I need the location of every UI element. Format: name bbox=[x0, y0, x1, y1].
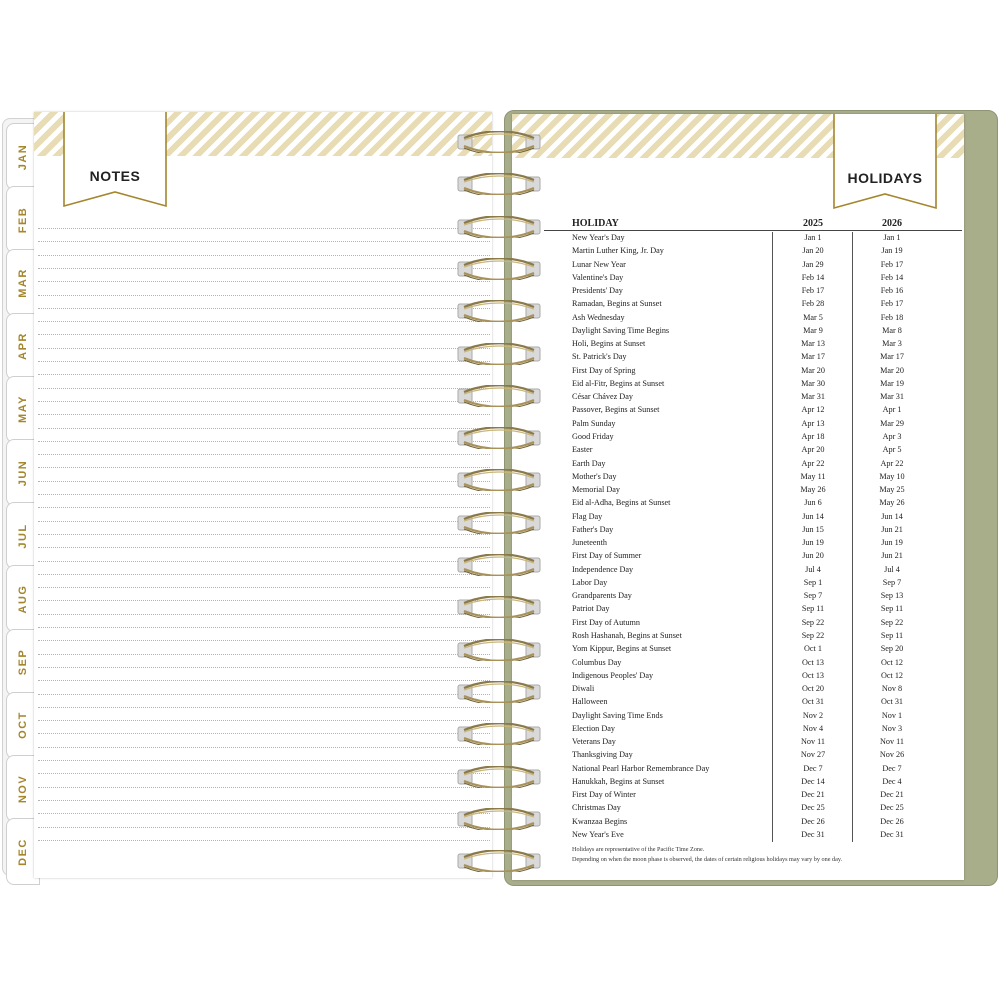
notes-line bbox=[38, 454, 490, 455]
holiday-date-2026: Jun 19 bbox=[881, 538, 903, 548]
holiday-row bbox=[512, 642, 964, 655]
holiday-date-2026: Dec 31 bbox=[880, 829, 904, 839]
spiral-ring bbox=[456, 512, 542, 534]
month-tab-label: JUN bbox=[17, 459, 29, 486]
holiday-name: Passover, Begins at Sunset bbox=[572, 405, 660, 415]
notes-line bbox=[38, 694, 490, 695]
notes-line bbox=[38, 521, 490, 522]
holiday-date-2026: Jun 21 bbox=[881, 551, 903, 561]
holiday-date-2026: Feb 18 bbox=[880, 312, 904, 322]
holiday-row bbox=[512, 443, 964, 456]
spiral-ring-icon bbox=[456, 300, 542, 322]
holiday-date-2026: Dec 7 bbox=[882, 763, 902, 773]
holiday-name: Valentine's Day bbox=[572, 272, 624, 282]
holiday-row bbox=[512, 801, 964, 814]
holiday-row bbox=[512, 563, 964, 576]
holiday-row bbox=[512, 709, 964, 722]
month-tab-label: SEP bbox=[17, 648, 29, 676]
notes-line bbox=[38, 241, 490, 242]
holiday-row bbox=[512, 324, 964, 337]
holiday-name: Ash Wednesday bbox=[572, 312, 625, 322]
holiday-name: Presidents' Day bbox=[572, 286, 623, 296]
spiral-ring bbox=[456, 639, 542, 661]
ribbon-banner-shape bbox=[832, 114, 938, 212]
holiday-name: Ramadan, Begins at Sunset bbox=[572, 299, 662, 309]
notes-line bbox=[38, 401, 490, 402]
holiday-table-body bbox=[512, 231, 964, 841]
holiday-row bbox=[512, 284, 964, 297]
holiday-date-2025: Mar 20 bbox=[801, 365, 825, 375]
year-2025-column-header: 2025 bbox=[803, 218, 823, 229]
notes-line bbox=[38, 481, 490, 482]
spiral-ring-icon bbox=[456, 850, 542, 872]
holiday-date-2026: Nov 3 bbox=[881, 723, 903, 733]
holiday-date-2026: Sep 7 bbox=[882, 577, 902, 587]
spiral-ring-icon bbox=[456, 216, 542, 238]
holiday-date-2026: Nov 11 bbox=[879, 737, 905, 747]
holiday-date-2025: Oct 31 bbox=[801, 697, 825, 707]
notes-ribbon-label bbox=[62, 112, 168, 210]
holiday-name: Good Friday bbox=[572, 431, 614, 441]
spiral-ring-icon bbox=[456, 596, 542, 618]
holiday-name: First Day of Summer bbox=[572, 551, 642, 561]
holiday-date-2025: Sep 1 bbox=[803, 577, 823, 587]
holiday-date-2025: Mar 9 bbox=[803, 325, 823, 335]
holiday-name: St. Patrick's Day bbox=[572, 352, 627, 362]
notes-line bbox=[38, 574, 490, 575]
notes-line bbox=[38, 587, 490, 588]
holiday-date-2026: Sep 13 bbox=[880, 591, 904, 601]
holiday-date-2025: Feb 28 bbox=[801, 299, 825, 309]
holiday-date-2025: Apr 22 bbox=[801, 458, 825, 468]
spiral-ring bbox=[456, 385, 542, 407]
spiral-ring-icon bbox=[456, 639, 542, 661]
holiday-row bbox=[512, 337, 964, 350]
holiday-row bbox=[512, 695, 964, 708]
holiday-date-2025: Jun 15 bbox=[802, 524, 824, 534]
holiday-date-2025: Oct 13 bbox=[801, 657, 825, 667]
holiday-date-2025: May 11 bbox=[800, 471, 826, 481]
holiday-name: Eid al-Adha, Begins at Sunset bbox=[572, 498, 671, 508]
holiday-footnotes bbox=[572, 845, 842, 865]
holiday-row bbox=[512, 549, 964, 562]
ribbon-banner-shape bbox=[62, 112, 168, 210]
month-tab-label: JUL bbox=[17, 523, 29, 549]
holiday-row bbox=[512, 457, 964, 470]
holiday-date-2026: Oct 31 bbox=[880, 697, 904, 707]
holiday-date-2026: May 10 bbox=[879, 471, 905, 481]
month-tab-label: OCT bbox=[17, 711, 29, 740]
holiday-date-2025: Dec 31 bbox=[801, 829, 825, 839]
spiral-ring bbox=[456, 300, 542, 322]
spiral-ring-icon bbox=[456, 469, 542, 491]
holiday-date-2025: Jun 6 bbox=[804, 498, 822, 508]
holiday-row bbox=[512, 377, 964, 390]
holiday-name: Christmas Day bbox=[572, 803, 621, 813]
holiday-date-2026: Dec 25 bbox=[880, 803, 904, 813]
notes-line bbox=[38, 268, 490, 269]
holiday-date-2025: Jun 19 bbox=[802, 538, 824, 548]
holiday-date-2026: Feb 14 bbox=[880, 272, 904, 282]
holiday-date-2025: Dec 26 bbox=[801, 816, 825, 826]
holiday-row bbox=[512, 828, 964, 841]
holiday-name: Grandparents Day bbox=[572, 591, 632, 601]
holiday-row bbox=[512, 775, 964, 788]
holiday-name: Eid al-Fitr, Begins at Sunset bbox=[572, 378, 665, 388]
holiday-date-2026: Feb 17 bbox=[880, 299, 904, 309]
holiday-date-2025: Jun 14 bbox=[802, 511, 824, 521]
holiday-date-2026: Jan 19 bbox=[881, 246, 903, 256]
notes-line bbox=[38, 308, 490, 309]
notes-line bbox=[38, 733, 490, 734]
holiday-column-header: HOLIDAY bbox=[572, 218, 619, 229]
month-tab-label: MAY bbox=[17, 395, 29, 424]
holiday-row bbox=[512, 815, 964, 828]
holiday-name: Lunar New Year bbox=[572, 259, 626, 269]
notes-line bbox=[38, 255, 490, 256]
notes-line bbox=[38, 640, 490, 641]
holiday-name: Father's Day bbox=[572, 524, 614, 534]
holiday-name: Mother's Day bbox=[572, 471, 617, 481]
spiral-ring-icon bbox=[456, 512, 542, 534]
spiral-ring bbox=[456, 681, 542, 703]
holiday-row bbox=[512, 271, 964, 284]
holiday-name: Easter bbox=[572, 445, 593, 455]
holiday-row bbox=[512, 231, 964, 244]
month-tab-label: NOV bbox=[17, 774, 29, 803]
holiday-row bbox=[512, 589, 964, 602]
holiday-date-2026: Oct 12 bbox=[880, 657, 904, 667]
holiday-date-2026: Apr 5 bbox=[882, 445, 902, 455]
holidays-page bbox=[512, 114, 964, 880]
notes-line bbox=[38, 428, 490, 429]
holiday-date-2025: Feb 14 bbox=[801, 272, 825, 282]
holiday-name: First Day of Autumn bbox=[572, 617, 641, 627]
holiday-name: First Day of Winter bbox=[572, 790, 636, 800]
holiday-row bbox=[512, 350, 964, 363]
holiday-name: Election Day bbox=[572, 723, 615, 733]
holiday-row bbox=[512, 735, 964, 748]
holiday-name: Indigenous Peoples' Day bbox=[572, 670, 654, 680]
month-tab-label: AUG bbox=[17, 584, 29, 614]
holiday-name: Rosh Hashanah, Begins at Sunset bbox=[572, 630, 682, 640]
holiday-date-2025: May 26 bbox=[800, 485, 826, 495]
holiday-date-2026: Nov 26 bbox=[879, 750, 905, 760]
notes-line bbox=[38, 760, 490, 761]
holiday-date-2025: Mar 31 bbox=[801, 392, 825, 402]
notes-line bbox=[38, 441, 490, 442]
holiday-name: Memorial Day bbox=[572, 485, 620, 495]
holiday-date-2025: Dec 21 bbox=[801, 790, 825, 800]
holiday-row bbox=[512, 602, 964, 615]
holiday-row bbox=[512, 762, 964, 775]
holiday-name: Independence Day bbox=[572, 564, 634, 574]
holiday-date-2026: Nov 8 bbox=[881, 684, 903, 694]
holiday-date-2025: Oct 13 bbox=[801, 670, 825, 680]
holiday-date-2025: Nov 11 bbox=[800, 737, 826, 747]
spiral-ring-icon bbox=[456, 343, 542, 365]
holiday-date-2026: Jul 4 bbox=[884, 564, 900, 574]
holiday-date-2025: Dec 7 bbox=[803, 763, 823, 773]
spiral-ring-icon bbox=[456, 131, 542, 153]
holiday-date-2025: Sep 7 bbox=[803, 591, 823, 601]
holiday-name: First Day of Spring bbox=[572, 365, 636, 375]
notes-line bbox=[38, 827, 490, 828]
holiday-row bbox=[512, 510, 964, 523]
holiday-date-2026: Mar 20 bbox=[880, 365, 904, 375]
spiral-ring bbox=[456, 554, 542, 576]
spiral-ring bbox=[456, 427, 542, 449]
holiday-date-2025: Dec 14 bbox=[801, 776, 825, 786]
holiday-date-2026: Mar 19 bbox=[880, 378, 904, 388]
holiday-row bbox=[512, 496, 964, 509]
holiday-date-2025: Jul 4 bbox=[805, 564, 821, 574]
notes-line bbox=[38, 228, 490, 229]
notes-line bbox=[38, 813, 490, 814]
holiday-row bbox=[512, 311, 964, 324]
notes-line bbox=[38, 680, 490, 681]
spiral-ring bbox=[456, 850, 542, 872]
holiday-date-2025: Mar 13 bbox=[801, 339, 825, 349]
holiday-name: Earth Day bbox=[572, 458, 606, 468]
notes-line bbox=[38, 281, 490, 282]
spiral-ring-icon bbox=[456, 554, 542, 576]
holiday-date-2026: May 25 bbox=[879, 485, 905, 495]
notes-line bbox=[38, 295, 490, 296]
holiday-date-2026: Mar 3 bbox=[882, 339, 902, 349]
holiday-date-2025: Dec 25 bbox=[801, 803, 825, 813]
holiday-date-2025: Apr 18 bbox=[801, 431, 825, 441]
holiday-date-2025: Nov 2 bbox=[802, 710, 824, 720]
holiday-row bbox=[512, 483, 964, 496]
notes-line bbox=[38, 547, 490, 548]
holiday-name: Diwali bbox=[572, 684, 595, 694]
notes-line bbox=[38, 534, 490, 535]
month-tab-label: FEB bbox=[17, 206, 29, 233]
notes-line bbox=[38, 334, 490, 335]
holiday-name: Thanksgiving Day bbox=[572, 750, 633, 760]
holiday-row bbox=[512, 669, 964, 682]
holiday-name: Flag Day bbox=[572, 511, 603, 521]
month-tab-label: DEC bbox=[17, 837, 29, 866]
holiday-date-2026: Apr 3 bbox=[882, 431, 902, 441]
spiral-ring bbox=[456, 469, 542, 491]
year-2026-column-header: 2026 bbox=[882, 218, 902, 229]
holiday-date-2026: Sep 11 bbox=[880, 604, 904, 614]
holiday-date-2025: Feb 17 bbox=[801, 286, 825, 296]
holiday-date-2026: Feb 17 bbox=[880, 259, 904, 269]
holiday-name: Halloween bbox=[572, 697, 608, 707]
spiral-ring bbox=[456, 766, 542, 788]
holiday-date-2025: Mar 17 bbox=[801, 352, 825, 362]
holiday-row bbox=[512, 536, 964, 549]
holiday-row bbox=[512, 616, 964, 629]
holiday-name: Palm Sunday bbox=[572, 418, 616, 428]
holiday-name: Juneteenth bbox=[572, 538, 608, 548]
notes-line bbox=[38, 787, 490, 788]
spiral-ring-icon bbox=[456, 766, 542, 788]
holiday-name: Daylight Saving Time Ends bbox=[572, 710, 663, 720]
holiday-date-2026: Jun 21 bbox=[881, 524, 903, 534]
holiday-row bbox=[512, 430, 964, 443]
notes-line bbox=[38, 348, 490, 349]
notes-line bbox=[38, 840, 490, 841]
holiday-date-2025: Apr 20 bbox=[801, 445, 825, 455]
holiday-date-2025: Nov 4 bbox=[802, 723, 824, 733]
holiday-date-2026: Oct 12 bbox=[880, 670, 904, 680]
holiday-date-2025: Jan 29 bbox=[802, 259, 824, 269]
notes-line bbox=[38, 388, 490, 389]
holiday-date-2025: Sep 22 bbox=[801, 630, 825, 640]
holiday-date-2026: Nov 1 bbox=[881, 710, 903, 720]
notes-line bbox=[38, 800, 490, 801]
holiday-name: Veterans Day bbox=[572, 737, 616, 747]
holiday-row bbox=[512, 523, 964, 536]
holiday-row bbox=[512, 258, 964, 271]
holiday-row bbox=[512, 788, 964, 801]
holiday-date-2025: Apr 12 bbox=[801, 405, 825, 415]
holiday-date-2025: Oct 20 bbox=[801, 684, 825, 694]
footnote-moon-phase: Depending on when the moon phase is observed, the dates of certain religious holidays may vary by one day. bbox=[572, 856, 843, 863]
holiday-date-2025: Apr 13 bbox=[801, 418, 825, 428]
spiral-ring-icon bbox=[456, 258, 542, 280]
notes-line bbox=[38, 773, 490, 774]
holiday-name: National Pearl Harbor Remembrance Day bbox=[572, 763, 710, 773]
holiday-date-2026: Sep 22 bbox=[880, 617, 904, 627]
holiday-date-2025: Oct 1 bbox=[804, 644, 822, 654]
holiday-date-2025: Mar 5 bbox=[803, 312, 823, 322]
spiral-ring bbox=[456, 723, 542, 745]
notes-line bbox=[38, 614, 490, 615]
notes-title: NOTES bbox=[89, 168, 141, 184]
spiral-ring-icon bbox=[456, 808, 542, 830]
holiday-row bbox=[512, 403, 964, 416]
holiday-date-2026: Jun 14 bbox=[881, 511, 903, 521]
holiday-date-2026: Mar 8 bbox=[882, 325, 902, 335]
holiday-date-2026: Feb 16 bbox=[880, 286, 904, 296]
holiday-date-2025: Sep 22 bbox=[801, 617, 825, 627]
holiday-row bbox=[512, 390, 964, 403]
notes-line bbox=[38, 494, 490, 495]
holiday-date-2025: Nov 27 bbox=[800, 750, 826, 760]
spiral-ring bbox=[456, 173, 542, 195]
holiday-date-2026: Sep 20 bbox=[880, 644, 904, 654]
holiday-date-2026: Dec 4 bbox=[882, 776, 902, 786]
holiday-date-2026: Dec 26 bbox=[880, 816, 904, 826]
notes-line bbox=[38, 361, 490, 362]
holiday-date-2026: Dec 21 bbox=[880, 790, 904, 800]
holiday-date-2025: Jan 1 bbox=[804, 233, 822, 242]
notes-line bbox=[38, 321, 490, 322]
holiday-row bbox=[512, 576, 964, 589]
month-tab-label: MAR bbox=[17, 268, 29, 298]
holiday-date-2026: Mar 31 bbox=[880, 392, 904, 402]
spiral-ring bbox=[456, 216, 542, 238]
holiday-name: New Year's Day bbox=[572, 233, 625, 242]
notes-line bbox=[38, 507, 490, 508]
holiday-date-2026: Apr 22 bbox=[880, 458, 904, 468]
holiday-date-2026: May 26 bbox=[879, 498, 905, 508]
notes-line bbox=[38, 600, 490, 601]
holiday-date-2025: Jun 20 bbox=[802, 551, 824, 561]
holiday-date-2026: Mar 29 bbox=[880, 418, 904, 428]
notes-line bbox=[38, 561, 490, 562]
holiday-row bbox=[512, 470, 964, 483]
holidays-ribbon-label bbox=[832, 114, 938, 212]
month-tab-label: APR bbox=[17, 332, 29, 360]
notes-line bbox=[38, 654, 490, 655]
holiday-row bbox=[512, 629, 964, 642]
holiday-name: Martin Luther King, Jr. Day bbox=[572, 246, 664, 256]
holiday-row bbox=[512, 244, 964, 257]
spiral-ring-icon bbox=[456, 427, 542, 449]
holiday-date-2026: Mar 17 bbox=[880, 352, 904, 362]
holiday-row bbox=[512, 297, 964, 310]
holiday-date-2026: Sep 11 bbox=[880, 630, 904, 640]
holiday-name: Columbus Day bbox=[572, 657, 622, 667]
spiral-ring-icon bbox=[456, 385, 542, 407]
notes-line bbox=[38, 374, 490, 375]
spiral-ring-icon bbox=[456, 681, 542, 703]
spiral-ring-icon bbox=[456, 723, 542, 745]
spiral-ring bbox=[456, 131, 542, 153]
notes-line bbox=[38, 720, 490, 721]
holidays-title: HOLIDAYS bbox=[847, 170, 923, 186]
spiral-ring bbox=[456, 808, 542, 830]
notes-line bbox=[38, 467, 490, 468]
holiday-name: Yom Kippur, Begins at Sunset bbox=[572, 644, 672, 654]
holiday-name: Holi, Begins at Sunset bbox=[572, 339, 646, 349]
spiral-ring bbox=[456, 258, 542, 280]
holiday-name: César Chávez Day bbox=[572, 392, 633, 402]
notes-line bbox=[38, 414, 490, 415]
notes-line bbox=[38, 667, 490, 668]
spiral-ring bbox=[456, 343, 542, 365]
holiday-date-2026: Jan 1 bbox=[883, 233, 901, 242]
holiday-row bbox=[512, 722, 964, 735]
holiday-date-2025: Mar 30 bbox=[801, 378, 825, 388]
notes-line bbox=[38, 707, 490, 708]
notes-line bbox=[38, 747, 490, 748]
holiday-row bbox=[512, 682, 964, 695]
holiday-date-2025: Sep 11 bbox=[801, 604, 825, 614]
spiral-ring bbox=[456, 596, 542, 618]
holiday-date-2026: Apr 1 bbox=[882, 405, 902, 415]
holiday-name: Patriot Day bbox=[572, 604, 610, 614]
holiday-date-2025: Jan 20 bbox=[802, 246, 824, 256]
holiday-name: Daylight Saving Time Begins bbox=[572, 325, 670, 335]
holiday-name: Kwanzaa Begins bbox=[572, 816, 628, 826]
footnote-timezone: Holidays are representative of the Pacific Time Zone. bbox=[572, 846, 705, 853]
holiday-row bbox=[512, 656, 964, 669]
holiday-name: Labor Day bbox=[572, 577, 608, 587]
spiral-ring-icon bbox=[456, 173, 542, 195]
holiday-name: New Year's Eve bbox=[572, 829, 624, 839]
holiday-row bbox=[512, 364, 964, 377]
notes-line bbox=[38, 627, 490, 628]
holiday-row bbox=[512, 417, 964, 430]
month-tab-label: JAN bbox=[17, 143, 29, 170]
notes-page bbox=[34, 112, 492, 878]
holiday-name: Hanukkah, Begins at Sunset bbox=[572, 776, 665, 786]
holiday-row bbox=[512, 748, 964, 761]
